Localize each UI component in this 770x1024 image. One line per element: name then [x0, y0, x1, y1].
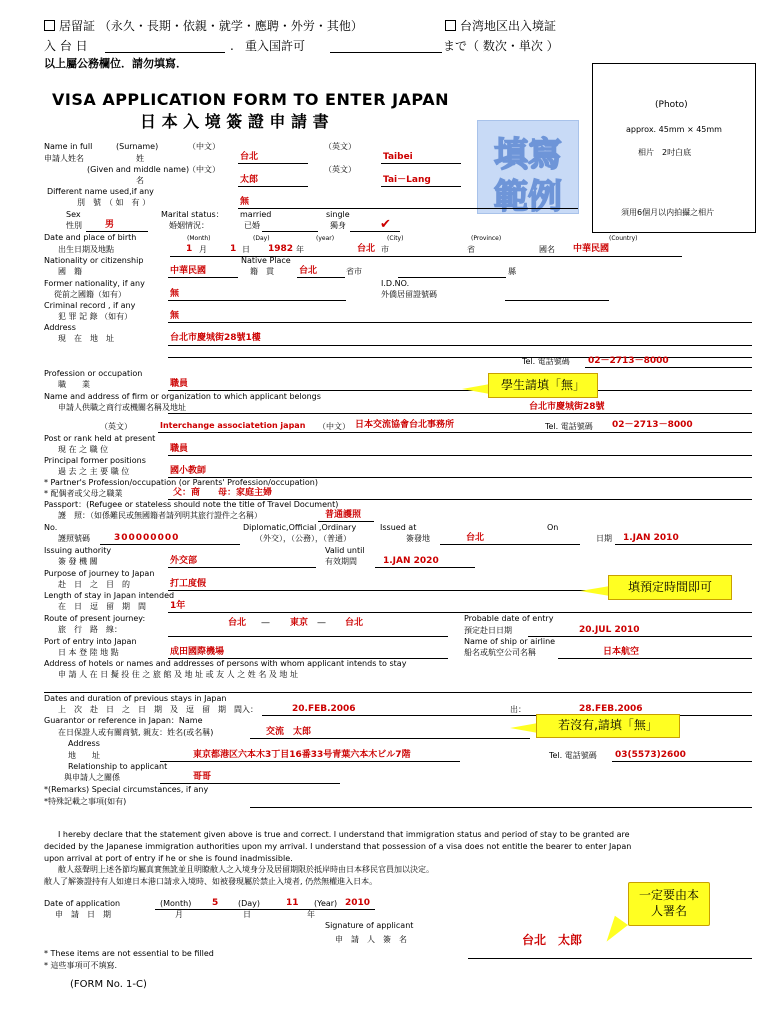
issue-date-zh-label: 日期	[596, 534, 612, 543]
dob-month-hint: (Month)	[187, 235, 211, 242]
birth-city-char: 市	[381, 245, 389, 254]
guarantor-tel-value[interactable]: 03(5573)2600	[615, 750, 686, 760]
length-value[interactable]: 1年	[170, 601, 186, 611]
port-value[interactable]: 成田國際機場	[170, 647, 225, 657]
photo-note: 須用6個月以内拍攝之相片	[621, 208, 715, 217]
principal-label: Principal former positions	[44, 456, 146, 465]
app-day-value[interactable]: 11	[286, 898, 299, 908]
guarantor-tel-field	[612, 761, 752, 762]
ship-label: Name of ship or airline	[464, 637, 556, 646]
passport-no-label: No.	[44, 523, 58, 532]
callout-date	[608, 575, 732, 600]
declaration-zh-line2: 敝人了解簽證持有人如違日本港口請求入境時、如被發現屬於禁止入境者, 仍然無權進入日本。	[44, 877, 378, 886]
given-zh-field	[238, 186, 308, 187]
surname-zh-field	[238, 163, 308, 164]
idno-label: I.D.NO.	[381, 279, 410, 288]
principal-zh-label: 過 去 之 主 要 職 位	[58, 467, 130, 476]
valid-until-value[interactable]: 1.JAN 2020	[383, 556, 439, 566]
profession-field	[168, 390, 752, 391]
nationality-value[interactable]: 中華民國	[170, 266, 207, 276]
sex-field	[86, 231, 148, 232]
surname-en-field	[381, 163, 461, 164]
tel-field	[585, 367, 752, 368]
residence-checkbox-line	[44, 20, 363, 32]
form-number: (FORM No. 1-C)	[70, 979, 147, 990]
passport-type-value[interactable]: 普通護照	[325, 510, 362, 520]
tel-value[interactable]: 02－2713－8000	[588, 356, 669, 366]
marital-zh-label: 婚姻情況：	[169, 221, 209, 230]
reentry-label: 重入国許可	[245, 39, 306, 53]
address-label: Address	[44, 323, 76, 332]
route-city3-value[interactable]: 台北	[345, 618, 364, 628]
criminal-zh-label: 犯 罪 記 錄 （如有）	[58, 312, 133, 321]
profession-zh-label: 職 業	[58, 380, 90, 389]
callout-none-text: 若沒有,請填「無」	[558, 718, 658, 733]
address-field	[168, 345, 752, 346]
firm-name-field	[158, 432, 752, 433]
firm-zh-label: 申請人供職之商行或機關名稱及地址	[58, 403, 186, 412]
relationship-zh-label: 與申請人之關係	[64, 773, 120, 782]
entry-label: 台湾地区出入境証	[460, 19, 557, 33]
name-full-label: Name in full	[44, 142, 93, 151]
native-value[interactable]: 台北	[299, 266, 318, 276]
firm-tel-label: Tel. 電話號碼	[545, 422, 593, 431]
single-check-mark[interactable]: ✔	[380, 217, 391, 232]
purpose-field	[168, 590, 608, 591]
guarantor-address-field	[160, 761, 460, 762]
firm-address-value[interactable]: 台北市慶城街28號	[529, 402, 605, 412]
criminal-field	[168, 322, 752, 323]
reentry-field[interactable]	[330, 52, 442, 53]
callout-date-text: 填預定時間即可	[627, 579, 712, 594]
remarks-label: *(Remarks) Special circumstances, if any	[44, 785, 209, 794]
idno-field[interactable]	[505, 300, 609, 301]
province-city-label: 省市	[346, 267, 362, 276]
application-date-field	[155, 909, 375, 910]
route-zh-label: 旅 行 路 線：	[58, 625, 122, 634]
native-place-label: Native Place	[241, 256, 291, 265]
guarantor-value[interactable]: 交流 太郎	[266, 727, 312, 737]
entry-date-field[interactable]	[105, 52, 225, 53]
dob-city-hint: (City)	[387, 235, 404, 242]
birth-city-value[interactable]: 台北	[357, 244, 376, 254]
diplomatic-zh-label: （外交），（公務），（普通）	[255, 534, 351, 543]
tel-label: Tel. 電話號碼	[522, 357, 570, 366]
issuing-zh-label: 簽 發 機 關	[58, 557, 98, 566]
purpose-label: Purpose of journey to Japan	[44, 569, 155, 578]
probable-date-value[interactable]: 20.JUL 2010	[579, 625, 640, 635]
post-label: Post or rank held at present	[44, 434, 156, 443]
sample-stamp	[477, 120, 579, 217]
birth-country-value[interactable]: 中華民國	[573, 244, 610, 254]
signature-field	[468, 958, 752, 959]
sex-value[interactable]: 男	[105, 220, 115, 230]
alias-field	[238, 208, 578, 209]
previous-stays-label: Dates and duration of previous stays in Japan	[44, 694, 227, 703]
given-name-label: (Given and middle name)	[87, 165, 190, 174]
probable-date-zh-label: 預定赴日日期	[464, 626, 512, 635]
callout-none	[536, 714, 680, 738]
callout-sign-tail	[600, 916, 628, 946]
issue-date-value[interactable]: 1.JAN 2010	[623, 533, 679, 543]
photo-label: (Photo)	[655, 100, 688, 110]
relationship-value[interactable]: 哥哥	[193, 772, 212, 782]
valid-until-label: Valid until	[325, 546, 365, 555]
married-label: married	[240, 210, 272, 219]
married-field[interactable]	[262, 231, 318, 232]
declaration-en-line3: upon arrival at port of entry if he or she is found inadmissible.	[44, 854, 293, 863]
former-nationality-value[interactable]: 無	[170, 289, 180, 299]
hotels-field[interactable]	[44, 692, 752, 693]
former-nationality-zh-label: 從前之國籍（如有）	[54, 290, 126, 299]
app-month-char: 月	[175, 910, 183, 919]
marital-label: Marital status：	[161, 210, 224, 219]
birth-year-value[interactable]: 1982	[268, 244, 294, 254]
county-field[interactable]	[398, 277, 506, 278]
guarantor-label: Guarantor or reference in Japan：Name	[44, 716, 203, 725]
photo-size: approx. 45mm × 45mm	[626, 125, 722, 134]
app-day-label: (Day)	[238, 899, 261, 908]
callout-sign	[628, 882, 710, 926]
partner-zh-label: * 配偶者或父母之職業	[44, 489, 123, 498]
passport-label: Passport：(Refugee or stateless should note the title of Travel Document)	[44, 500, 339, 509]
guarantor-tel-label: Tel. 電話號碼	[549, 751, 597, 760]
diplomatic-label: Diplomatic,Official ,Ordinary	[243, 523, 357, 532]
issue-place-value[interactable]: 台北	[466, 533, 485, 543]
birth-month-value[interactable]: 1	[186, 244, 193, 254]
guarantor-zh-label: 在日保證人或有關商號, 親友：姓名(或名稱)	[58, 728, 214, 737]
passport-no-value[interactable]: 300000000	[114, 533, 180, 543]
on-label: On	[547, 523, 559, 532]
form-title-en: VISA APPLICATION FORM TO ENTER JAPAN	[52, 90, 449, 109]
profession-value[interactable]: 職員	[170, 379, 189, 389]
callout-none-tail	[510, 723, 538, 733]
app-year-label: (Year)	[314, 899, 338, 908]
birth-day-char: 日	[242, 245, 250, 254]
birth-year-char: 年	[296, 245, 304, 254]
single-label: single	[326, 210, 350, 219]
route-dash1: —	[261, 618, 270, 628]
length-field	[168, 612, 752, 613]
probable-date-field	[528, 636, 752, 637]
photo-spec: 相片 2吋白底	[638, 148, 692, 157]
app-month-value[interactable]: 5	[212, 898, 219, 908]
application-date-zh-label: 申 請 日 期	[55, 910, 111, 919]
length-label: Length of stay in Japan intended	[44, 591, 175, 600]
route-label: Route of present journey:	[44, 614, 146, 623]
issued-at-label: Issued at	[380, 523, 417, 532]
different-name-label: Different name used,if any	[47, 187, 154, 196]
previous-stays-zh-label: 上 次 赴 日 之 日 期 及 逗 留 期 間入：	[58, 705, 258, 714]
former-nationality-label: Former nationality, if any	[44, 279, 145, 288]
birth-province-char: 省	[467, 245, 475, 254]
callout-sign-text: 一定要由本人署名	[638, 888, 699, 918]
route-field	[168, 636, 448, 637]
dob-country-hint: (Country)	[609, 235, 638, 242]
idno-zh-label: 外僑居留證號碼	[381, 290, 437, 299]
port-label: Port of entry into Japan	[44, 637, 137, 646]
address-zh-label: 現 在 地 址	[58, 334, 114, 343]
airline-field	[558, 658, 752, 659]
hotels-label: Address of hotels or names and addresses of persons with whom applicant intends to stay	[44, 659, 407, 668]
reentry-type: まで（ 数次・単次 ）	[443, 39, 559, 53]
profession-label: Profession or occupation	[44, 369, 143, 378]
hotels-zh-label: 申 請 人 在 日 擬 投 住 之 旅 館 及 地 址 或 友 人 之 姓 名 及 地 址	[58, 670, 298, 679]
declaration-zh-line1: 敝人茲聲明上述各節均屬真實無訛並且明瞭敝人之入境身分及居留期限於抵岸時由日本移民官員加以決定。	[58, 865, 434, 874]
partner-value[interactable]: 父：商 母：家庭主婦	[173, 488, 273, 498]
principal-value[interactable]: 國小教師	[170, 466, 207, 476]
dob-day-hint: (Day)	[253, 235, 270, 242]
given-zh-label: （中文）	[188, 165, 220, 174]
airline-value[interactable]: 日本航空	[603, 647, 640, 657]
passport-no-zh-label: 護照號碼	[58, 534, 90, 543]
signature-label: Signature of applicant	[325, 921, 414, 930]
remarks-field[interactable]	[250, 807, 752, 808]
sex-label: Sex	[66, 210, 81, 219]
passport-no-field	[100, 544, 240, 545]
address-value[interactable]: 台北市慶城街28號1樓	[170, 333, 261, 343]
en-label: （英文）	[324, 142, 356, 151]
applicant-name-label: 申請人姓名	[44, 154, 84, 163]
callout-date-tail	[580, 586, 610, 596]
firm-zh-value[interactable]: 日本交流協會台北事務所	[355, 420, 455, 430]
alias-label: 別 號 （ 如 有 ）	[77, 198, 151, 207]
nationality-field	[168, 277, 238, 278]
given-zh-value[interactable]: 太郎	[240, 175, 259, 185]
purpose-zh-label: 赴 日 之 目 的	[58, 580, 130, 589]
valid-until-field	[375, 567, 475, 568]
firm-tel-value[interactable]: 02－2713－8000	[612, 420, 693, 430]
issuing-field	[168, 567, 316, 568]
firm-label: Name and address of firm or organization to which applicant belongs	[44, 392, 321, 401]
route-city2-value[interactable]: 東京	[290, 618, 309, 628]
firm-en-label: （英文）	[100, 422, 132, 431]
post-field	[168, 455, 752, 456]
sample-stamp-line1: 填寫	[494, 135, 562, 175]
guarantor-address-value[interactable]: 東京都港区六本木3丁目16番33号青葉六本木ビル7階	[193, 750, 411, 760]
dob-province-hint: (Province)	[471, 235, 502, 242]
route-dash2: —	[317, 618, 326, 628]
zh-label: （中文）	[188, 142, 220, 151]
given-zh-char: 名	[136, 176, 144, 185]
surname-zh-label: 姓	[136, 154, 144, 163]
native-field	[297, 277, 345, 278]
header-dot: .	[230, 39, 234, 53]
alias-value[interactable]: 無	[240, 197, 250, 207]
app-day-char: 日	[243, 910, 251, 919]
former-nationality-field	[168, 300, 346, 301]
dob-label: Date and place of birth	[44, 233, 137, 242]
residence-checkbox[interactable]	[44, 20, 55, 31]
birth-month-char: 月	[199, 245, 207, 254]
issue-date-field	[615, 544, 752, 545]
firm-en-value[interactable]: Interchange associatetion japan	[160, 421, 306, 430]
port-zh-label: 日 本 登 陸 地 點	[58, 648, 119, 657]
guarantor-field	[250, 738, 530, 739]
callout-student-tail	[462, 384, 490, 394]
criminal-label: Criminal record , if any	[44, 301, 136, 310]
native-zh-label: 籍 貫	[250, 267, 274, 276]
post-zh-label: 現 在 之 職 位	[58, 445, 109, 454]
remarks-zh-label: *特殊記載之事項(如有)	[44, 797, 127, 806]
app-year-char: 年	[307, 910, 315, 919]
county-label: 縣	[508, 267, 516, 276]
single-zh-label: 獨身	[330, 221, 346, 230]
declaration-en-line2: decided by the Japanese immigration authorities upon my arrival. I understand that possession of a visa does not entitle the bearer to enter Japan	[44, 842, 632, 851]
partner-label: * Partner's Profession/occupation (or Parents' Profession/occupation)	[44, 478, 318, 487]
not-essential-note: * These items are not essential to be filled	[44, 949, 214, 958]
length-zh-label: 在 日 逗 留 期 間	[58, 602, 146, 611]
nationality-label: Nationality or citizenship	[44, 256, 144, 265]
issuing-value[interactable]: 外交部	[170, 556, 198, 566]
surname-en-value[interactable]: Taibei	[383, 152, 413, 162]
entry-checkbox[interactable]	[445, 20, 456, 31]
firm-zh-paren: （中文）	[318, 422, 350, 431]
entry-date-label: 入 台 日	[44, 39, 88, 53]
probable-date-label: Probable date of entry	[464, 614, 554, 623]
application-date-label: Date of application	[44, 899, 121, 908]
relationship-label: Relationship to applicant	[68, 762, 168, 771]
passport-zh-label: 護 照：（如係難民或無國籍者請列明其旅行證件之名稱）	[58, 511, 262, 520]
entry-checkbox-line	[445, 20, 556, 32]
nationality-zh-label: 國 籍	[58, 267, 82, 276]
route-city1-value[interactable]: 台北	[228, 618, 247, 628]
single-field	[350, 231, 400, 232]
criminal-value[interactable]: 無	[170, 311, 180, 321]
previous-entry-value[interactable]: 20.FEB.2006	[292, 704, 356, 714]
callout-student-text: 學生請填「無」	[500, 377, 585, 392]
residence-label: 居留証 （永久・長期・依親・就学・應聘・外労・其他）	[59, 19, 363, 33]
birth-country-label: 國名	[539, 245, 555, 254]
purpose-value[interactable]: 打工度假	[170, 579, 207, 589]
passport-type-field	[318, 521, 374, 522]
signature-zh-label: 申 請 人 簽 名	[335, 935, 407, 944]
sex-zh-label: 性別	[66, 221, 82, 230]
form-title-ja: 日 本 入 境 簽 證 申 請 書	[140, 112, 329, 131]
signature-value[interactable]: 台北 太郎	[522, 933, 583, 947]
firm-address-field	[168, 413, 752, 414]
given-en-label: （英文）	[324, 165, 356, 174]
callout-student	[488, 373, 598, 398]
sample-stamp-line2: 範例	[494, 177, 562, 217]
married-zh-label: 已婚	[244, 221, 260, 230]
declaration-en-line1: I hereby declare that the statement given above is true and correct. I understand that immigration status and period of stay to be granted are	[58, 830, 630, 839]
post-value[interactable]: 職員	[170, 444, 189, 454]
given-en-field	[381, 186, 461, 187]
issue-place-zh-label: 簽發地	[406, 534, 430, 543]
app-year-value[interactable]: 2010	[345, 898, 371, 908]
ship-zh-label: 船名或航空公司名稱	[464, 648, 536, 657]
previous-exit-value[interactable]: 28.FEB.2006	[579, 704, 643, 714]
not-essential-note-zh: * 這些事項可不填寫.	[44, 961, 118, 970]
app-month-label: (Month)	[160, 899, 192, 908]
relationship-field	[160, 783, 340, 784]
given-en-value[interactable]: Tai－Lang	[383, 175, 431, 185]
guarantor-address-label: Address	[68, 739, 100, 748]
issue-place-field	[440, 544, 580, 545]
dob-year-hint: (year)	[316, 235, 335, 242]
birth-day-value[interactable]: 1	[230, 244, 237, 254]
dob-zh-label: 出生日期及地點	[58, 245, 114, 254]
official-use-note: 以上屬公務欄位．請勿填寫．	[44, 57, 187, 70]
surname-label: (Surname)	[116, 142, 159, 151]
previous-exit-label: 出：	[510, 705, 526, 714]
surname-zh-value[interactable]: 台北	[240, 152, 259, 162]
issuing-label: Issuing authority	[44, 546, 112, 555]
valid-until-zh-label: 有效期間	[325, 557, 357, 566]
guarantor-address-zh-label: 地 址	[68, 751, 100, 760]
